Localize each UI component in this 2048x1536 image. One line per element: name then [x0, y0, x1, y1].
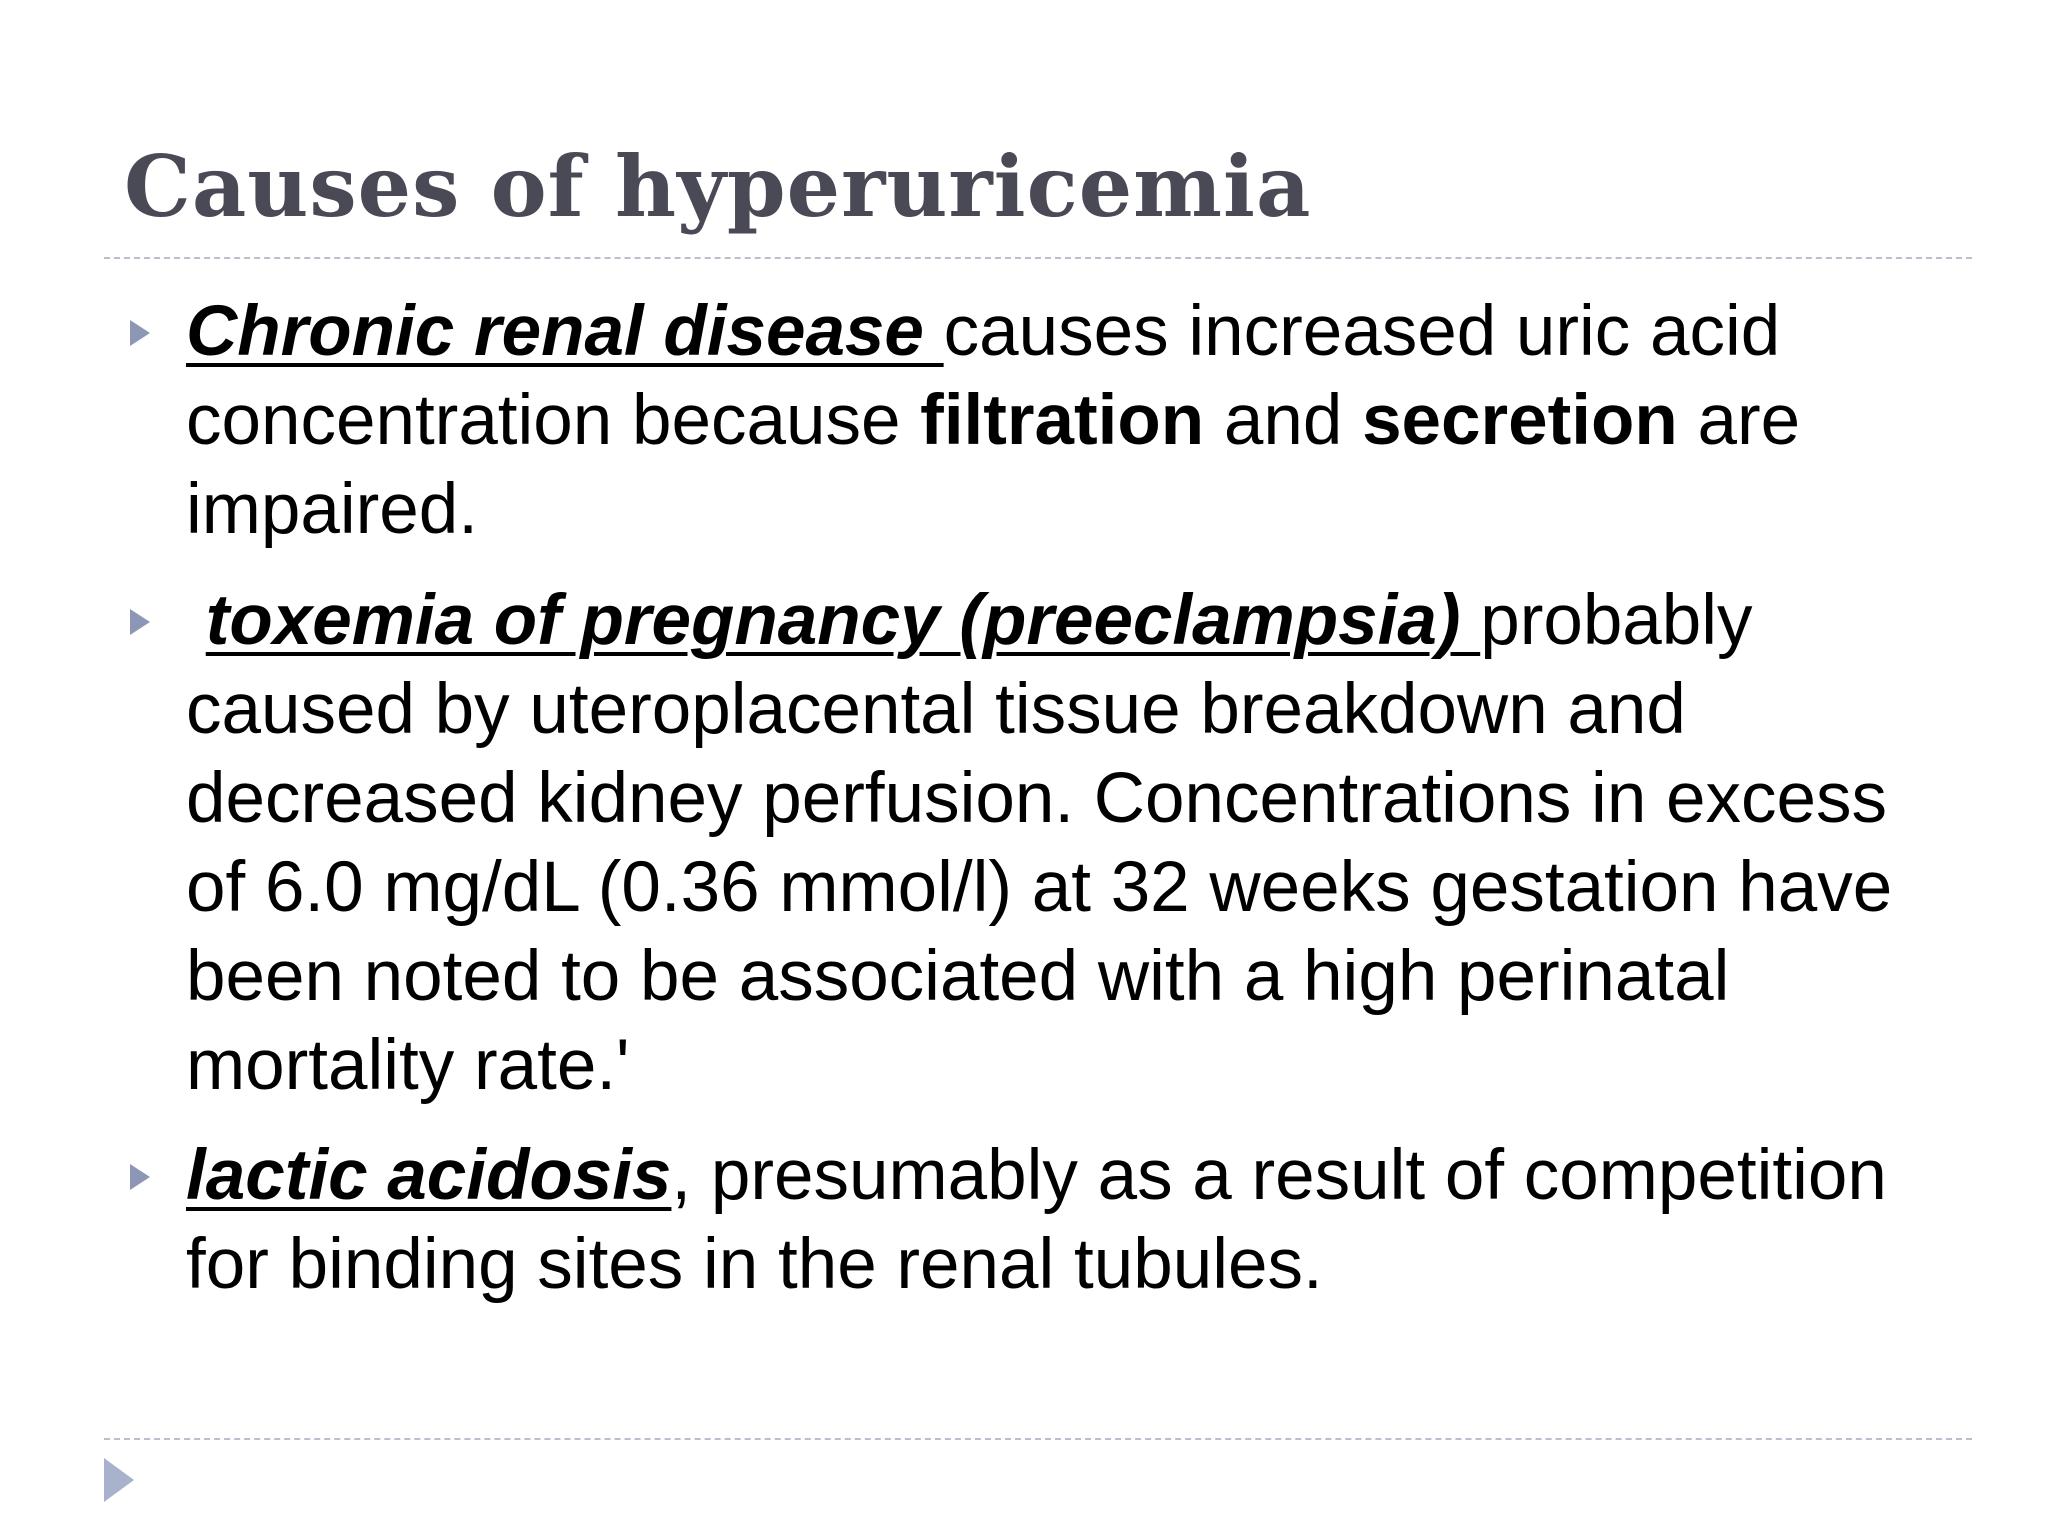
- bullet-text: , presumably as a result of competition for binding sites in the renal tubules.: [186, 1136, 1887, 1304]
- bullet-emphasis: filtration: [920, 381, 1205, 460]
- bullet-term: Chronic renal disease: [186, 292, 944, 371]
- bullet-emphasis: secretion: [1362, 381, 1678, 460]
- bullet-text: are impaired.: [186, 381, 1801, 549]
- bullet-term: toxemia of pregnancy (preeclampsia): [205, 581, 1481, 660]
- footer-divider: [104, 1438, 1972, 1440]
- triangle-right-icon: [130, 1164, 150, 1190]
- bullet-text: and: [1204, 381, 1363, 460]
- bullet-item-chronic-renal-disease: [186, 287, 1906, 554]
- bullet-text: causes increased uric acid concentration because: [186, 292, 1781, 460]
- title-divider: [104, 257, 1972, 259]
- play-arrow-icon: [104, 1458, 134, 1502]
- triangle-right-icon: [130, 609, 150, 635]
- bullet-text: probably caused by uteroplacental tissue breakdown and decreased kidney perfusion. Concentrations in excess of 6.0 mg/dL (0.36 mmol/l) at 32 weeks gestation have been noted to be associated with a high perinatal mortality rate.': [186, 581, 1893, 1105]
- slide-title: Causes of hyperuricemia: [124, 137, 1312, 236]
- triangle-right-icon: [130, 320, 150, 346]
- bullet-term: lactic acidosis: [186, 1136, 672, 1215]
- bullet-item-toxemia-of-pregnancy: [186, 576, 1906, 1110]
- bullet-item-lactic-acidosis: [186, 1131, 1906, 1309]
- bullet-lead-space: [186, 581, 206, 660]
